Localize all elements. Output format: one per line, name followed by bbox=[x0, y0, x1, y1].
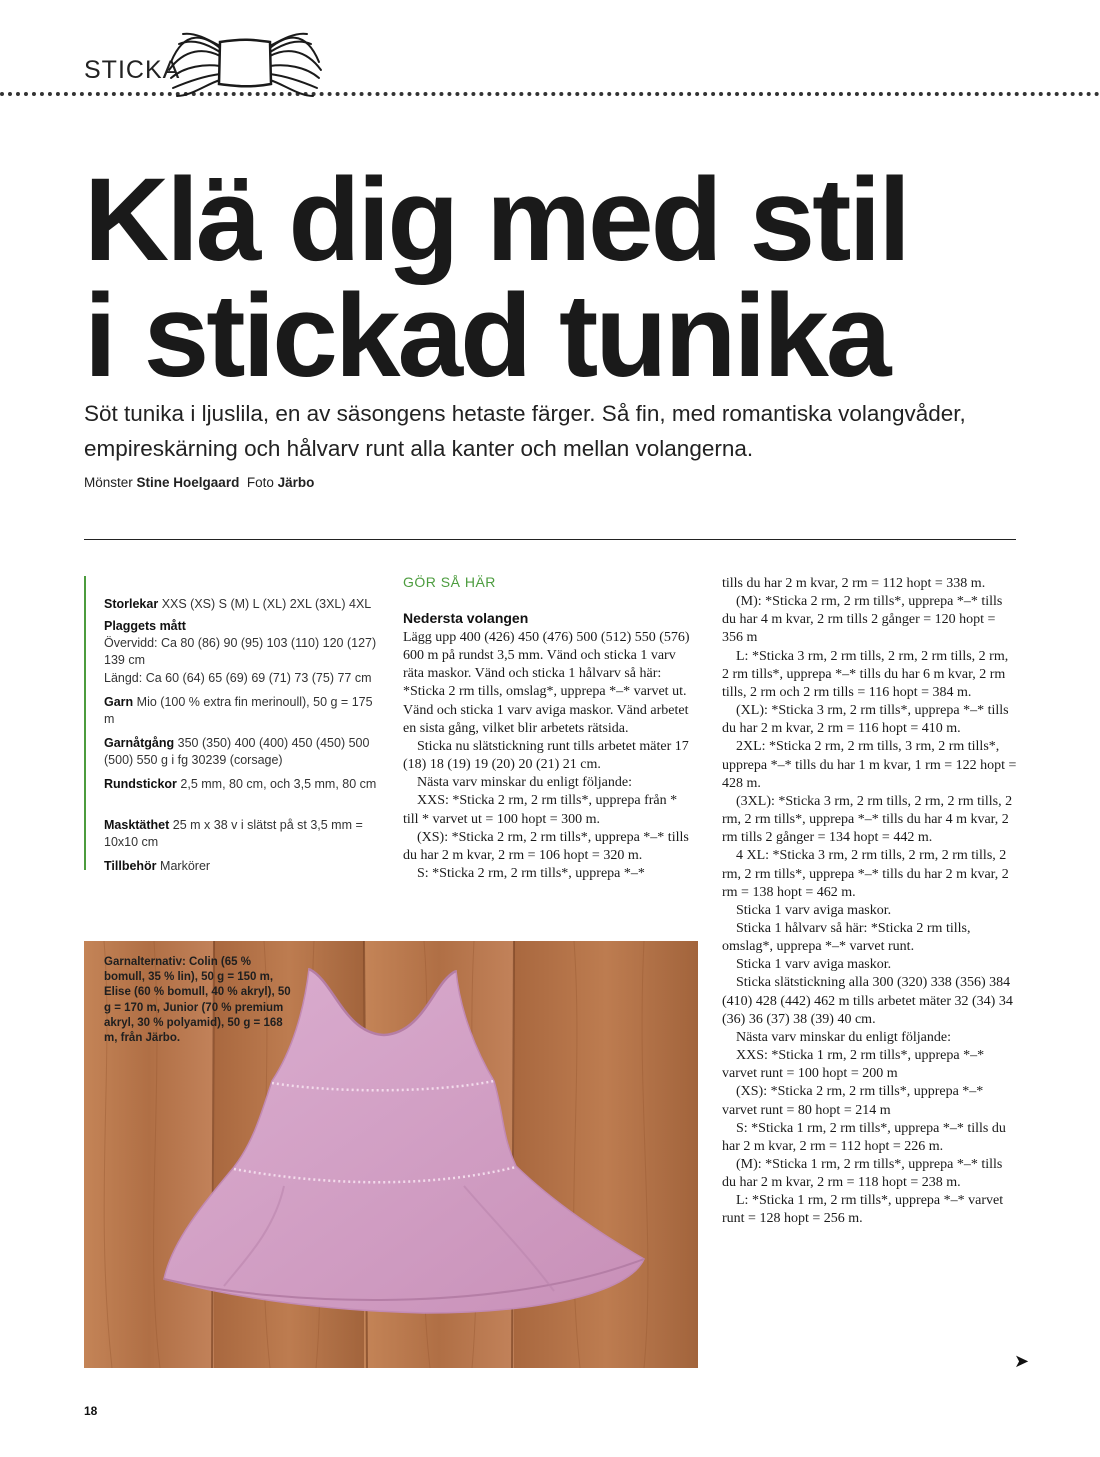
fact-length: Längd: Ca 60 (64) 65 (69) 69 (71) 73 (75) 77 cm bbox=[104, 671, 372, 685]
instructions-subheading: Nedersta volangen bbox=[403, 610, 529, 626]
instruction-paragraph: Nästa varv minskar du enligt följande: bbox=[736, 1029, 951, 1045]
yarn-skein-icon bbox=[165, 18, 325, 108]
fact-sizes: Storlekar XXS (XS) S (M) L (XL) 2XL (3XL) 4XL bbox=[104, 597, 372, 611]
instruction-paragraph: Sticka nu slätstickning runt tills arbetet mäter 17 (18) 18 (19) 19 (20) 20 (21) 21 cm. bbox=[403, 738, 689, 773]
fact-needles: Rundstickor 2,5 mm, 80 cm, och 3,5 mm, 80 cm bbox=[104, 777, 377, 791]
pattern-label: Mönster bbox=[84, 475, 133, 490]
instruction-paragraph: Sticka 1 varv aviga maskor. bbox=[736, 957, 892, 973]
instruction-paragraph: Sticka slätstickning alla 300 (320) 338 (356) 384 (410) 428 (442) 462 m tills arbetet mäter 32 (34) 34 (36) 36 (37) 38 (39) 40 cm. bbox=[722, 975, 1013, 1027]
continue-arrow-icon: ➤ bbox=[1014, 1351, 1030, 1371]
section-label: STICKA bbox=[84, 56, 181, 84]
fact-notions: Tillbehör Markörer bbox=[104, 859, 211, 873]
title-line-2: i stickad tunika bbox=[84, 270, 889, 402]
instruction-paragraph: (XL): *Sticka 3 rm, 2 rm tills*, upprepa *–* tills du har 2 m kvar, 2 rm = 116 hopt = 410 m. bbox=[722, 703, 1009, 737]
title-line-1: Klä dig med stil bbox=[84, 154, 909, 286]
instruction-paragraph: Lägg upp 400 (426) 450 (476) 500 (512) 550 (576) 600 m på rundst 3,5 mm. Vänd och sticka 1 varv räta maskor. Vänd och sticka 1 hålvarv så här: *Sticka 2 rm tills, omslag*, upprepa *–* varvet ut. Vänd och sticka 1 varv aviga maskor. Vänd arbetet en sista gång, vilket blir arbetets rätsida. bbox=[403, 630, 690, 736]
instructions-column-2 bbox=[403, 629, 693, 883]
photo-label: Foto bbox=[246, 475, 274, 490]
fact-yarn: Garn Mio (100 % extra fin merinoull), 50 g = 175 m bbox=[104, 695, 373, 726]
facts-box bbox=[84, 576, 378, 873]
instruction-paragraph: Sticka 1 hålvarv så här: *Sticka 2 rm tills, omslag*, upprepa *–* varvet runt. bbox=[722, 920, 971, 955]
instruction-paragraph: Nästa varv minskar du enligt följande: bbox=[417, 775, 632, 791]
instruction-paragraph: XXS: *Sticka 1 rm, 2 rm tills*, upprepa *–* varvet runt = 100 hopt = 200 m bbox=[722, 1048, 985, 1082]
fact-yarn-amount: Garnåtgång 350 (350) 400 (400) 450 (450) 500 (500) 550 g i fg 30239 (corsage) bbox=[104, 736, 370, 767]
instructions-column-3 bbox=[722, 575, 1018, 1229]
instruction-paragraph: (M): *Sticka 1 rm, 2 rm tills*, upprepa *–* tills du har 2 m kvar, 2 rm = 118 hopt = 238 m. bbox=[722, 1157, 1003, 1191]
fact-gauge: Masktäthet 25 m x 38 v i slätst på st 3,5 mm = 10x10 cm bbox=[104, 818, 363, 849]
instruction-paragraph: S: *Sticka 2 rm, 2 rm tills*, upprepa *–* bbox=[417, 866, 645, 882]
instruction-paragraph: XXS: *Sticka 2 rm, 2 rm tills*, upprepa från * till * varvet ut = 100 hopt = 300 m. bbox=[403, 793, 678, 827]
instruction-paragraph: L: *Sticka 3 rm, 2 rm tills, 2 rm, 2 rm tills, 2 rm, 2 rm tills*, upprepa *–* tills du har 6 m kvar, 2 rm tills, 2 rm och 2 rm tills = 116 hopt = 384 m. bbox=[722, 648, 1009, 700]
instruction-paragraph: (3XL): *Sticka 3 rm, 2 rm tills, 2 rm, 2 rm tills, 2 rm, 2 rm tills*, upprepa *–* tills du har 4 m kvar, 2 rm tills 2 gånger = 134 hopt = 442 m. bbox=[722, 793, 1013, 846]
page-title bbox=[84, 154, 1024, 402]
lead-paragraph: Söt tunika i ljuslila, en av säsongens hetaste färger. Så fin, med romantiska volangvåder, empireskärning och hålvarv runt alla kanter och mellan volangerna. bbox=[84, 401, 966, 461]
instruction-paragraph: S: *Sticka 1 rm, 2 rm tills*, upprepa *–* tills du har 2 m kvar, 2 rm = 112 hopt = 226 m. bbox=[722, 1120, 1006, 1154]
instructions-heading: GÖR SÅ HÄR bbox=[403, 574, 496, 590]
instruction-paragraph: tills du har 2 m kvar, 2 rm = 112 hopt = 338 m. bbox=[722, 576, 986, 591]
divider-rule bbox=[84, 539, 1016, 540]
photo-credit: Järbo bbox=[277, 475, 315, 490]
instruction-paragraph: (M): *Sticka 2 rm, 2 rm tills*, upprepa *–* tills du har 4 m kvar, 2 rm tills 2 gånger = 120 hopt = 356 m bbox=[722, 594, 1003, 646]
instruction-paragraph: (XS): *Sticka 2 rm, 2 rm tills*, upprepa *–* varvet runt = 80 hopt = 214 m bbox=[722, 1084, 984, 1118]
photo-caption: Garnalternativ: Colin (65 % bomull, 35 % lin), 50 g = 150 m, Elise (60 % bomull, 40 % akryl), 50 g = 170 m, Junior (70 % premium akryl, 30 % polyamid), 50 g = 168 m, från Järbo. bbox=[104, 956, 291, 1045]
instruction-paragraph: L: *Sticka 1 rm, 2 rm tills*, upprepa *–* varvet runt = 128 hopt = 256 m. bbox=[722, 1193, 1004, 1227]
instruction-paragraph: 2XL: *Sticka 2 rm, 2 rm tills, 3 rm, 2 rm tills*, upprepa *–* tills du har 1 m kvar, 1 rm = 122 hopt = 428 m. bbox=[722, 739, 1017, 791]
instruction-paragraph: Sticka 1 varv aviga maskor. bbox=[736, 902, 892, 918]
fact-bust: Övervidd: Ca 80 (86) 90 (95) 103 (110) 120 (127) 139 cm bbox=[104, 636, 377, 667]
credits bbox=[84, 475, 314, 490]
instruction-paragraph: 4 XL: *Sticka 3 rm, 2 rm tills, 2 rm, 2 rm tills, 2 rm, 2 rm tills*, upprepa *–* tills du har 2 m kvar, 2 rm = 138 hopt = 462 m. bbox=[722, 848, 1009, 900]
fact-measurements-heading: Plaggets mått bbox=[104, 619, 186, 633]
pattern-author: Stine Hoelgaard bbox=[136, 475, 240, 490]
page-number: 18 bbox=[84, 1404, 98, 1418]
instruction-paragraph: (XS): *Sticka 2 rm, 2 rm tills*, upprepa *–* tills du har 2 m kvar, 2 rm = 106 hopt = 320 m. bbox=[403, 829, 689, 863]
